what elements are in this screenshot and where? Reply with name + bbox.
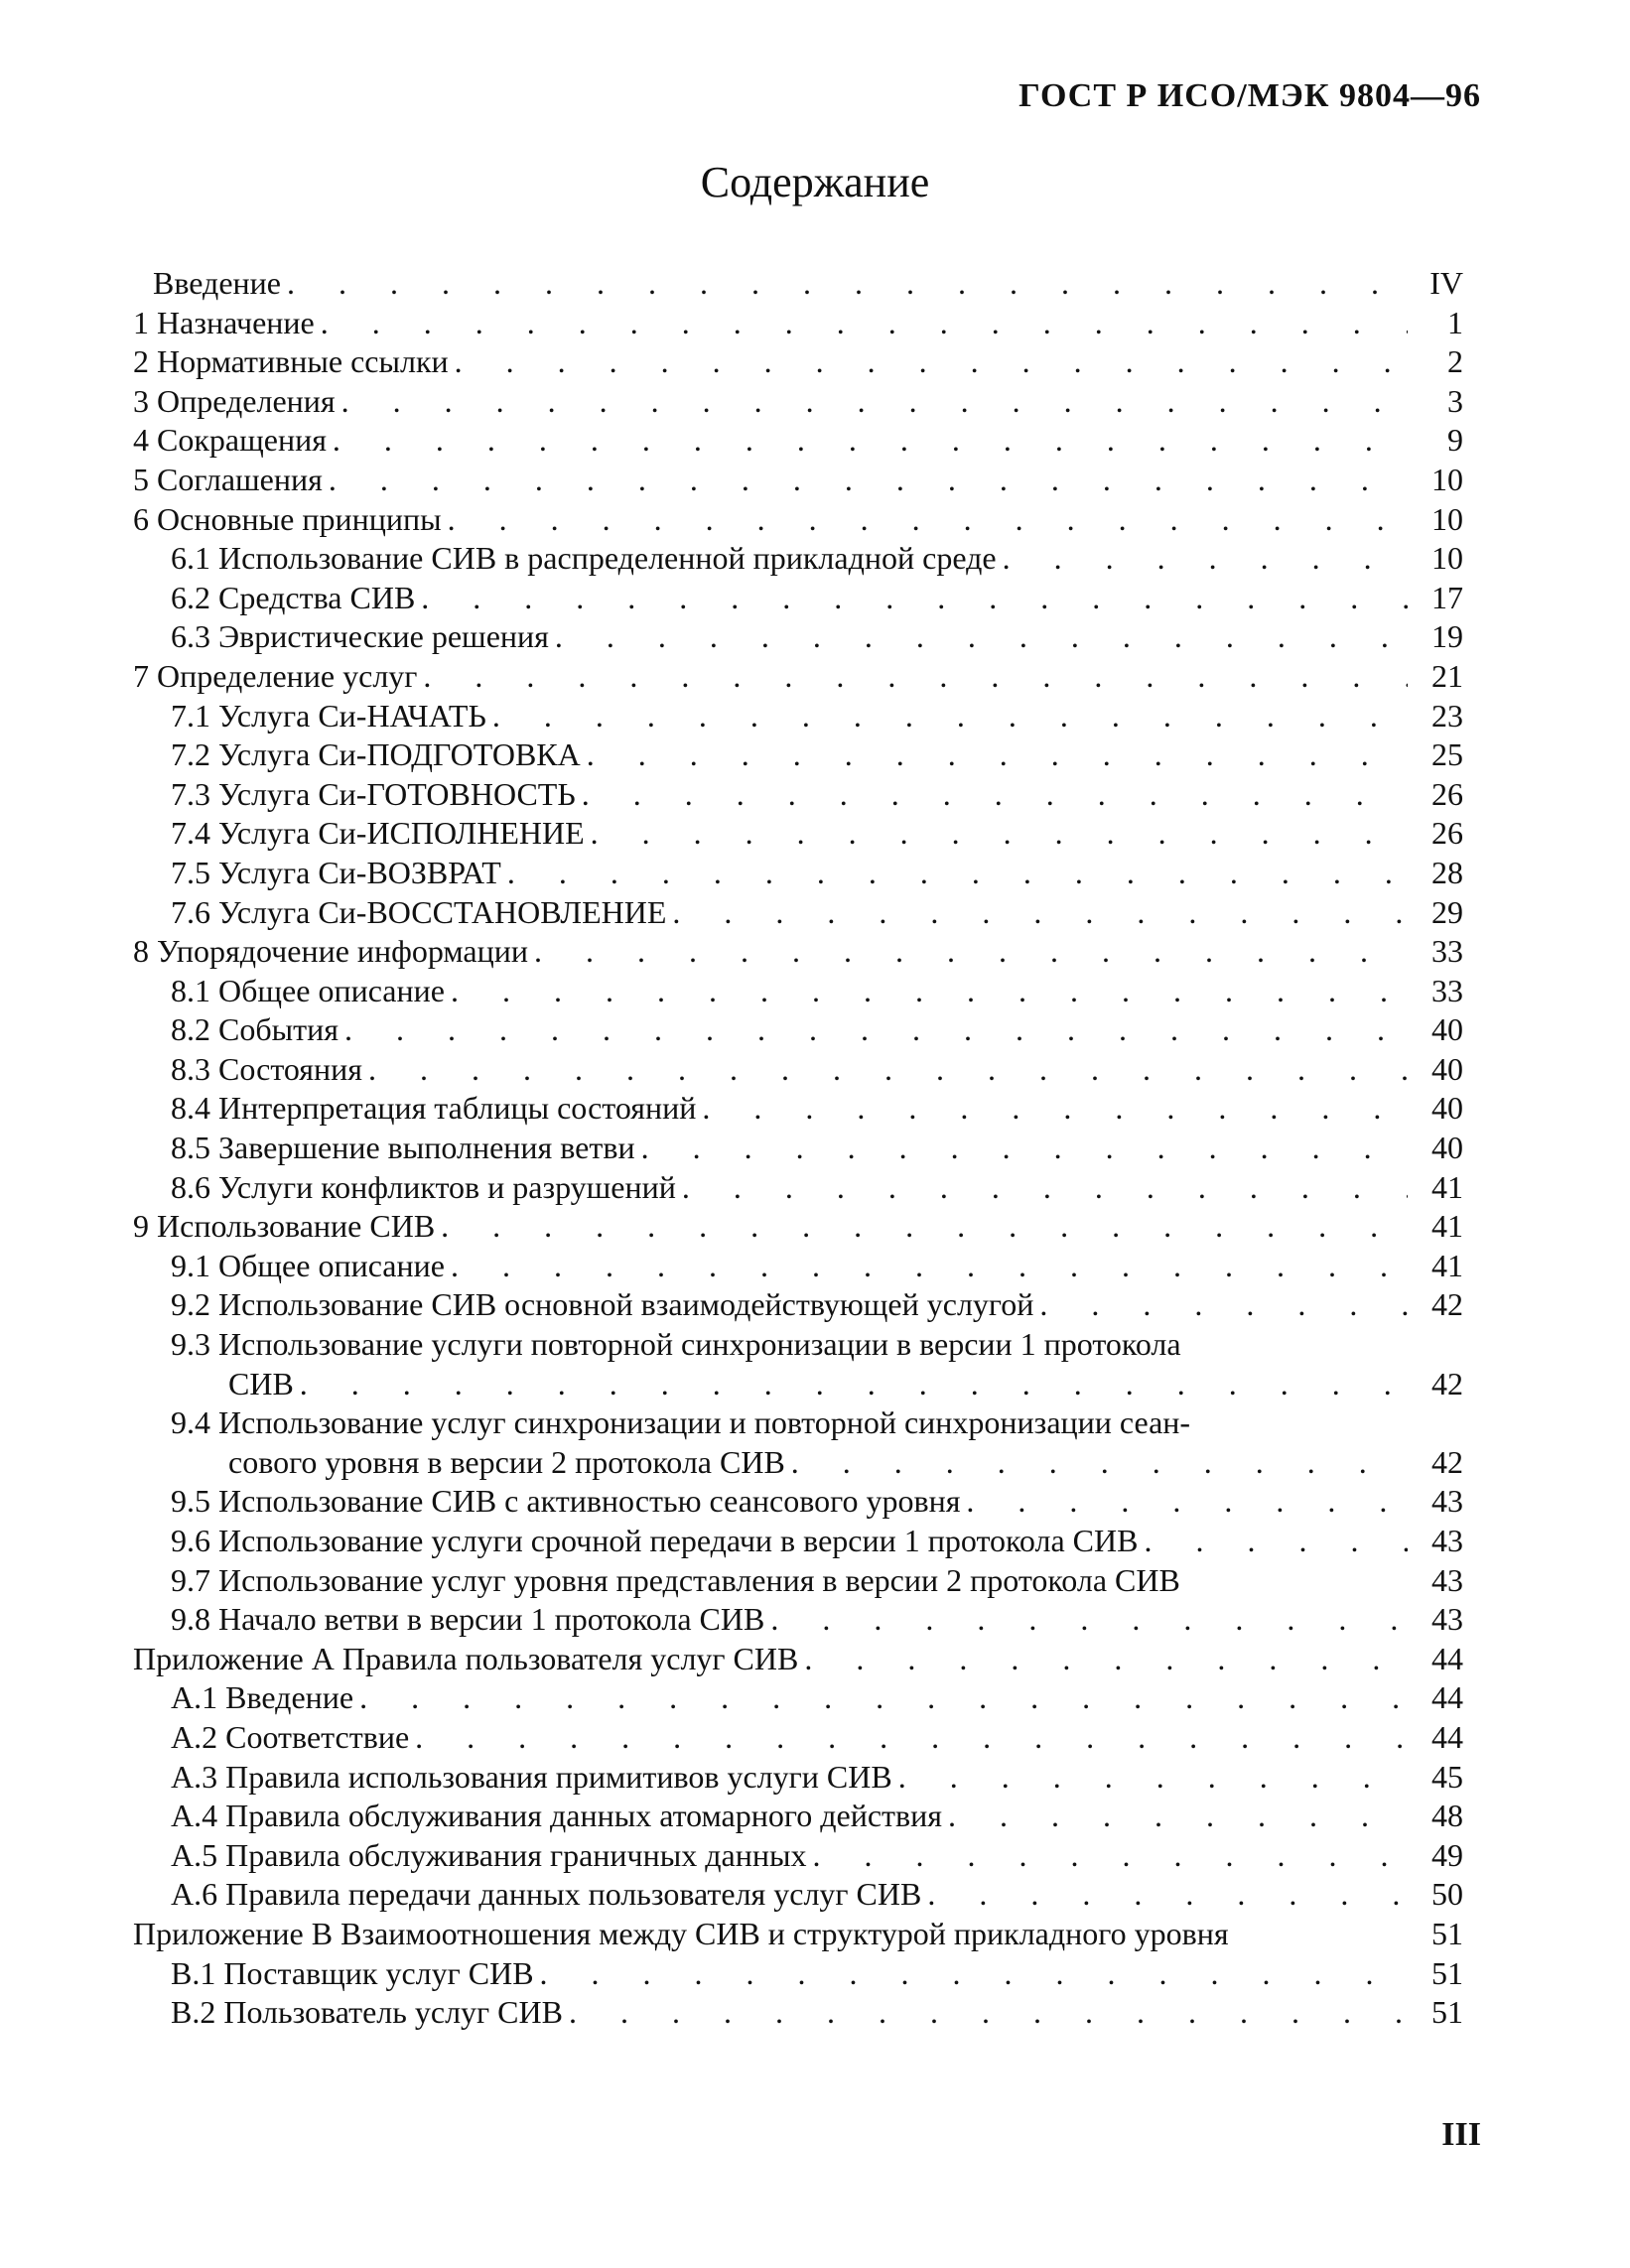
toc-leader-dots (702, 1089, 1408, 1129)
toc-leader-dots (341, 382, 1408, 422)
toc-entry-page: 43 (1431, 1483, 1463, 1520)
toc-leader-dots (492, 697, 1408, 736)
toc-entry-label: 7.1 Услуга Си-НАЧАТЬ (171, 697, 486, 734)
toc-entry-label: 8.1 Общее описание (171, 972, 445, 1008)
toc-entry-page: 10 (1431, 500, 1463, 537)
toc-entry-label: 7.4 Услуга Си-ИСПОЛНЕНИЕ (171, 815, 585, 852)
toc-entry[interactable] (133, 1561, 1463, 1601)
toc-leader-dots (455, 342, 1408, 382)
toc-entry[interactable] (133, 579, 1463, 618)
toc-leader-dots (423, 657, 1408, 697)
toc-entry[interactable] (133, 1836, 1463, 1876)
toc-entry-label: 6 Основные принципы (133, 500, 442, 537)
toc-entry-page: 41 (1431, 1208, 1463, 1245)
toc-entry-label: А.4 Правила обслуживания данных атомарного действия (171, 1798, 942, 1834)
toc-entry[interactable] (133, 735, 1463, 775)
toc-entry[interactable] (133, 972, 1463, 1011)
toc-entry-page: IV (1429, 265, 1463, 301)
toc-entry[interactable] (133, 539, 1463, 579)
toc-entry-page: 10 (1431, 540, 1463, 577)
toc-entry-page: 21 (1431, 657, 1463, 694)
toc-entry[interactable] (133, 1050, 1463, 1090)
toc-entry[interactable] (133, 932, 1463, 972)
toc-entry-label: СИВ (228, 1365, 294, 1401)
toc-entry[interactable] (133, 697, 1463, 736)
toc-entry-label: 4 Сокращения (133, 422, 327, 459)
toc-entry-label: Введение (153, 265, 281, 301)
toc-entry-label: 6.1 Использование СИВ в распределенной прикладной среде (171, 540, 997, 577)
toc-entry-label: В.1 Поставщик услуг СИВ (171, 1954, 534, 1991)
toc-leader-dots (927, 1875, 1408, 1915)
toc-entry[interactable] (133, 617, 1463, 657)
toc-entry-label: 7.3 Услуга Си-ГОТОВНОСТЬ (171, 775, 576, 812)
toc-entry[interactable] (133, 1403, 1463, 1443)
toc-entry-label: 7 Определение услуг (133, 657, 418, 694)
toc-entry-page: 40 (1431, 1090, 1463, 1127)
toc-leader-dots (587, 735, 1408, 775)
toc-entry-page: 28 (1431, 854, 1463, 890)
toc-leader-dots (415, 1718, 1408, 1758)
toc-entry-page: 10 (1431, 461, 1463, 497)
toc-entry[interactable] (133, 1285, 1463, 1325)
toc-entry-page: 45 (1431, 1758, 1463, 1795)
toc-entry-label: 1 Назначение (133, 304, 315, 340)
toc-leader-dots (1144, 1522, 1408, 1561)
toc-entry[interactable] (133, 1089, 1463, 1129)
toc-leader-dots (329, 461, 1408, 500)
toc-entry-page: 43 (1431, 1601, 1463, 1638)
page-title: Содержание (700, 158, 930, 206)
toc-entry[interactable] (133, 1954, 1463, 1994)
toc-entry[interactable] (133, 421, 1463, 461)
toc-entry[interactable] (133, 854, 1463, 893)
toc-leader-dots (591, 814, 1408, 854)
toc-entry-page: 41 (1431, 1168, 1463, 1205)
toc-leader-dots (534, 932, 1408, 972)
toc-entry-label: А.3 Правила использования примитивов услуги СИВ (171, 1758, 892, 1795)
toc-entry[interactable] (133, 1443, 1463, 1483)
toc-entry-page: 40 (1431, 1130, 1463, 1166)
toc-leader-dots (569, 1993, 1408, 2033)
toc-leader-dots (966, 1482, 1408, 1522)
toc-leader-dots (344, 1010, 1408, 1050)
toc-leader-dots (804, 1640, 1408, 1679)
toc-entry[interactable] (133, 814, 1463, 854)
toc-entry-label: 9.2 Использование СИВ основной взаимодействующей услугой (171, 1286, 1034, 1323)
toc-entry-label: 9.3 Использование услуги повторной синхронизации в версии 1 протокола (171, 1326, 1181, 1363)
toc-leader-dots (582, 775, 1408, 815)
toc-entry-page: 33 (1431, 933, 1463, 970)
toc-entry-label: 6.3 Эвристические решения (171, 618, 549, 655)
toc-entry-page: 2 (1447, 343, 1463, 380)
toc-entry-page: 26 (1431, 775, 1463, 812)
toc-entry[interactable] (133, 1915, 1463, 1954)
toc-entry[interactable] (133, 1875, 1463, 1915)
toc-entry-label: сового уровня в версии 2 протокола СИВ (228, 1443, 785, 1480)
toc-entry-label: 7.2 Услуга Си-ПОДГОТОВКА (171, 736, 581, 773)
toc-entry-page: 25 (1431, 736, 1463, 773)
toc-entry-label: А.5 Правила обслуживания граничных данных (171, 1836, 807, 1873)
toc-entry-page: 51 (1431, 1994, 1463, 2031)
toc-entry-label: 9.5 Использование СИВ с активностью сеансового уровня (171, 1483, 961, 1520)
toc-entry-page: 23 (1431, 697, 1463, 734)
toc-entry-label: Приложение В Взаимоотношения между СИВ и структурой прикладного уровня (133, 1915, 1229, 1951)
toc-leader-dots (300, 1365, 1408, 1404)
toc-entry-page: 3 (1447, 382, 1463, 419)
toc-leader-dots (507, 854, 1408, 893)
toc-leader-dots (540, 1954, 1408, 1994)
toc-entry[interactable] (133, 1600, 1463, 1640)
toc-entry[interactable] (133, 1168, 1463, 1208)
toc-entry[interactable] (133, 1207, 1463, 1247)
toc-entry[interactable] (133, 1522, 1463, 1561)
toc-entry[interactable] (133, 382, 1463, 422)
toc-leader-dots (555, 617, 1408, 657)
toc-entry[interactable] (133, 1365, 1463, 1404)
toc-entry-label: А.2 Соответствие (171, 1718, 410, 1755)
toc-leader-dots (1003, 539, 1408, 579)
toc-entry-label: 8.2 События (171, 1011, 339, 1048)
toc-entry-label: 7.5 Услуга Си-ВОЗВРАТ (171, 854, 501, 890)
toc-entry-page: 50 (1431, 1876, 1463, 1913)
toc-entry-page: 9 (1447, 422, 1463, 459)
toc-leader-dots (451, 1247, 1408, 1286)
toc-entry[interactable] (133, 1010, 1463, 1050)
toc-entry[interactable] (133, 304, 1463, 343)
toc-leader-dots (321, 304, 1408, 343)
toc-entry[interactable] (133, 1247, 1463, 1286)
toc-entry-label: 8 Упорядочение информации (133, 933, 528, 970)
toc-entry-page: 51 (1431, 1954, 1463, 1991)
toc-entry[interactable] (133, 657, 1463, 697)
toc-leader-dots (791, 1443, 1408, 1483)
toc-leader-dots (368, 1050, 1408, 1090)
toc-entry[interactable] (133, 893, 1463, 933)
toc-entry[interactable] (133, 500, 1463, 540)
toc-leader-dots (441, 1207, 1408, 1247)
toc-entry-label: 9.1 Общее описание (171, 1247, 445, 1283)
toc-leader-dots (359, 1678, 1408, 1718)
toc-entry-page: 17 (1431, 579, 1463, 615)
toc-entry-page: 40 (1431, 1011, 1463, 1048)
toc-entry-page: 41 (1431, 1247, 1463, 1283)
toc-entry-page: 40 (1431, 1050, 1463, 1087)
toc-entry[interactable] (133, 1797, 1463, 1836)
toc-leader-dots (812, 1836, 1408, 1876)
toc-entry-page: 51 (1431, 1915, 1463, 1951)
toc-entry-label: 3 Определения (133, 382, 336, 419)
toc-entry-label: 9.8 Начало ветви в версии 1 протокола СИВ (171, 1601, 765, 1638)
toc-entry-label: 9.4 Использование услуг синхронизации и повторной синхронизации сеан- (171, 1404, 1191, 1441)
toc-entry-page: 42 (1431, 1443, 1463, 1480)
toc-leader-dots (672, 893, 1408, 933)
toc-entry-page: 44 (1431, 1640, 1463, 1676)
page-number: III (1441, 2116, 1481, 2153)
toc-entry[interactable] (133, 1718, 1463, 1758)
toc-entry-label: 5 Соглашения (133, 461, 323, 497)
toc-entry-page: 42 (1431, 1365, 1463, 1401)
toc-leader-dots (641, 1129, 1408, 1168)
toc-entry-page: 1 (1447, 304, 1463, 340)
toc-leader-dots (948, 1797, 1408, 1836)
toc-entry-page: 43 (1431, 1523, 1463, 1558)
toc-leader-dots (770, 1600, 1408, 1640)
toc-entry-page: 44 (1431, 1718, 1463, 1755)
toc-entry[interactable] (133, 775, 1463, 815)
toc-entry-label: 8.4 Интерпретация таблицы состояний (171, 1090, 697, 1127)
toc-leader-dots (287, 264, 1408, 304)
toc-entry-label: 9.6 Использование услуги срочной передачи в версии 1 протокола СИВ (171, 1523, 1139, 1558)
toc-entry-label: 2 Нормативные ссылки (133, 343, 449, 380)
toc-entry[interactable] (133, 1758, 1463, 1798)
toc-entry-label: Приложение А Правила пользователя услуг СИВ (133, 1640, 799, 1676)
toc-entry-page: 48 (1431, 1798, 1463, 1834)
toc-leader-dots (451, 972, 1408, 1011)
toc-entry-page: 26 (1431, 815, 1463, 852)
toc-entry-page: 43 (1431, 1561, 1463, 1598)
toc-leader-dots (898, 1758, 1408, 1798)
toc-entry-label: 6.2 Средства СИВ (171, 579, 416, 615)
toc-entry[interactable] (133, 1640, 1463, 1679)
toc-entry[interactable] (133, 1129, 1463, 1168)
toc-entry-label: В.2 Пользователь услуг СИВ (171, 1994, 563, 2031)
toc-entry[interactable] (133, 1993, 1463, 2033)
table-of-contents (133, 264, 1463, 2033)
toc-leader-dots (333, 421, 1408, 461)
toc-leader-dots (448, 500, 1408, 540)
toc-entry-page: 33 (1431, 972, 1463, 1008)
toc-leader-dots (682, 1168, 1408, 1208)
toc-entry[interactable] (133, 1325, 1463, 1365)
toc-entry[interactable] (133, 264, 1463, 304)
toc-entry-label: 8.3 Состояния (171, 1050, 362, 1087)
toc-entry-label: 8.5 Завершение выполнения ветви (171, 1130, 635, 1166)
toc-leader-dots (421, 579, 1408, 618)
toc-entry-page: 49 (1431, 1836, 1463, 1873)
document-header: ГОСТ Р ИСО/МЭК 9804—96 (1019, 77, 1481, 114)
toc-entry-label: 8.6 Услуги конфликтов и разрушений (171, 1168, 676, 1205)
toc-entry-label: А.1 Введение (171, 1679, 354, 1716)
toc-leader-dots (1039, 1285, 1408, 1325)
toc-entry-page: 42 (1431, 1286, 1463, 1323)
toc-entry-page: 44 (1431, 1679, 1463, 1716)
toc-entry[interactable] (133, 461, 1463, 500)
toc-entry-page: 29 (1431, 893, 1463, 930)
toc-entry[interactable] (133, 342, 1463, 382)
toc-entry-label: 9 Использование СИВ (133, 1208, 436, 1245)
toc-entry[interactable] (133, 1678, 1463, 1718)
toc-entry-page: 19 (1431, 618, 1463, 655)
toc-entry-label: 9.7 Использование услуг уровня представления в версии 2 протокола СИВ (171, 1561, 1180, 1598)
toc-entry-label: 7.6 Услуга Си-ВОССТАНОВЛЕНИЕ (171, 893, 667, 930)
toc-entry-label: А.6 Правила передачи данных пользователя услуг СИВ (171, 1876, 922, 1913)
toc-entry[interactable] (133, 1482, 1463, 1522)
